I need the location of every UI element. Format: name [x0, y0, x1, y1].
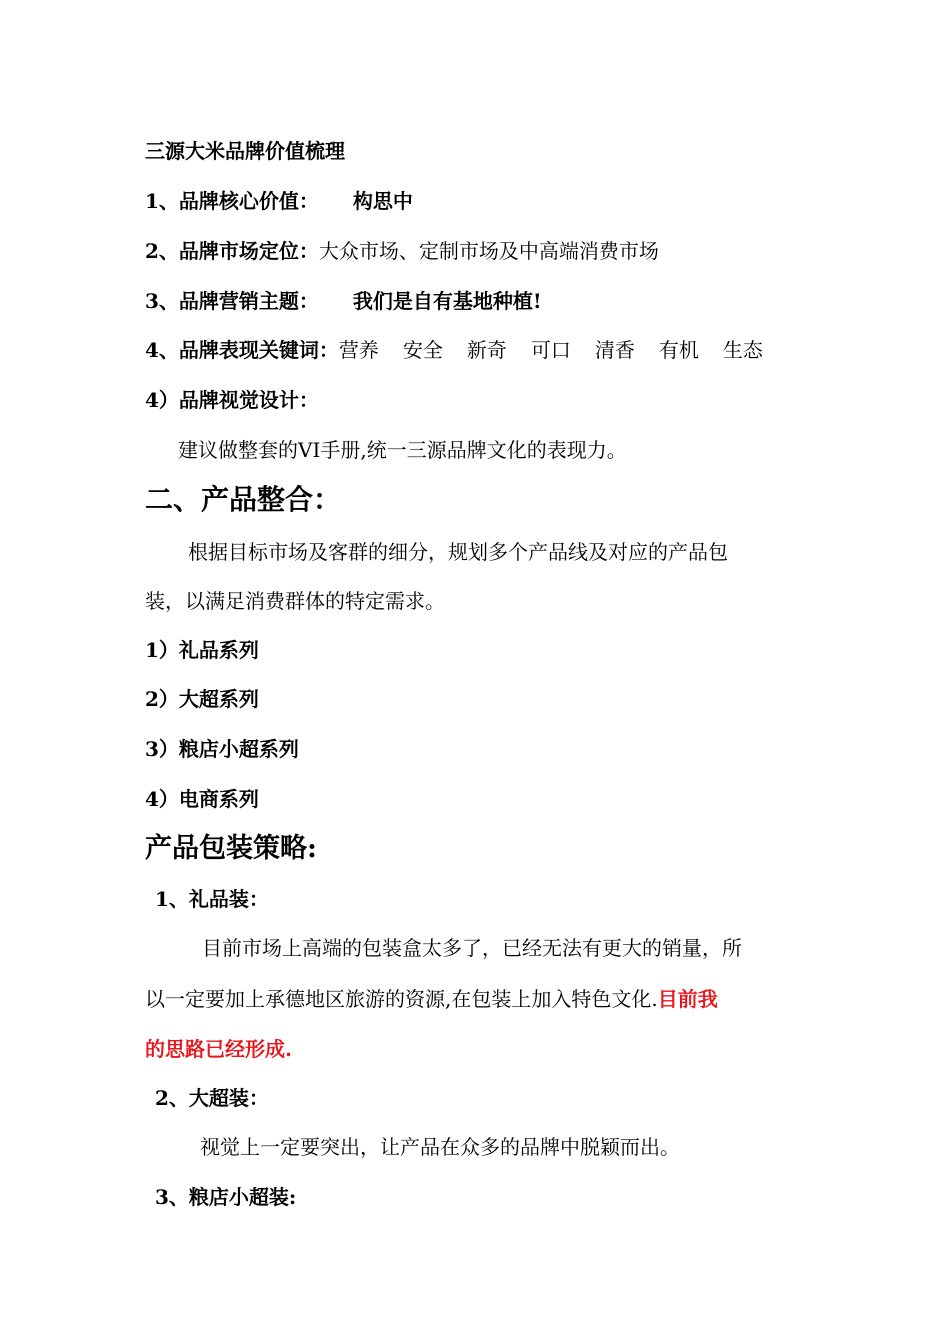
positioning-label: 2、品牌市场定位：	[145, 239, 319, 263]
keyword: 有机	[658, 338, 699, 362]
theme-label: 3、品牌营销主题：	[145, 289, 319, 313]
gift-pack-line2-row	[145, 985, 718, 1013]
theme-row	[145, 287, 542, 315]
keyword: 营养	[338, 338, 379, 362]
gift-pack-label: 1、礼品装：	[155, 887, 269, 911]
visual-design-label: 4）品牌视觉设计：	[145, 388, 319, 412]
supermarket-pack-label: 2、大超装：	[155, 1086, 269, 1110]
core-value-text: 构思中	[352, 189, 413, 213]
grain-shop-pack-label: 3、粮店小超装:	[155, 1185, 297, 1209]
keyword: 清香	[594, 338, 635, 362]
series-item-grain-shop: 3）粮店小超系列	[145, 737, 299, 761]
core-value-label: 1、品牌核心价值：	[145, 189, 319, 213]
positioning-row	[145, 237, 659, 265]
supermarket-pack-text: 视觉上一定要突出，让产品在众多的品牌中脱颖而出。	[200, 1135, 680, 1159]
theme-text: 我们是自有基地种植!	[352, 289, 542, 313]
document-title: 三源大米品牌价值梳理	[145, 139, 345, 163]
series-item-gift: 1）礼品系列	[145, 638, 259, 662]
keyword: 可口	[530, 338, 571, 362]
keywords-row	[145, 336, 763, 364]
section2-intro-line2: 装，以满足消费群体的特定需求。	[145, 589, 445, 613]
gift-pack-highlight: 目前我	[657, 987, 718, 1011]
section2-intro-line1: 根据目标市场及客群的细分，规划多个产品线及对应的产品包	[188, 540, 728, 564]
keyword: 新奇	[466, 338, 507, 362]
keywords-label: 4、品牌表现关键词：	[145, 338, 339, 362]
visual-design-text: 建议做整套的VI手册,统一三源品牌文化的表现力。	[178, 438, 627, 462]
gift-pack-highlight-cont: 的思路已经形成.	[145, 1037, 292, 1061]
series-item-ecommerce: 4）电商系列	[145, 787, 259, 811]
section2-heading: 二、产品整合：	[145, 483, 342, 516]
positioning-text: 大众市场、定制市场及中高端消费市场	[318, 239, 659, 263]
series-item-supermarket: 2）大超系列	[145, 687, 259, 711]
gift-pack-line1: 目前市场上高端的包装盒太多了，已经无法有更大的销量，所	[202, 936, 742, 960]
packaging-heading: 产品包装策略:	[145, 833, 317, 864]
core-value-row	[145, 187, 413, 215]
gift-pack-line2: 以一定要加上承德地区旅游的资源,在包装上加入特色文化.	[145, 987, 658, 1011]
keyword: 安全	[402, 338, 443, 362]
keyword: 生态	[722, 338, 763, 362]
